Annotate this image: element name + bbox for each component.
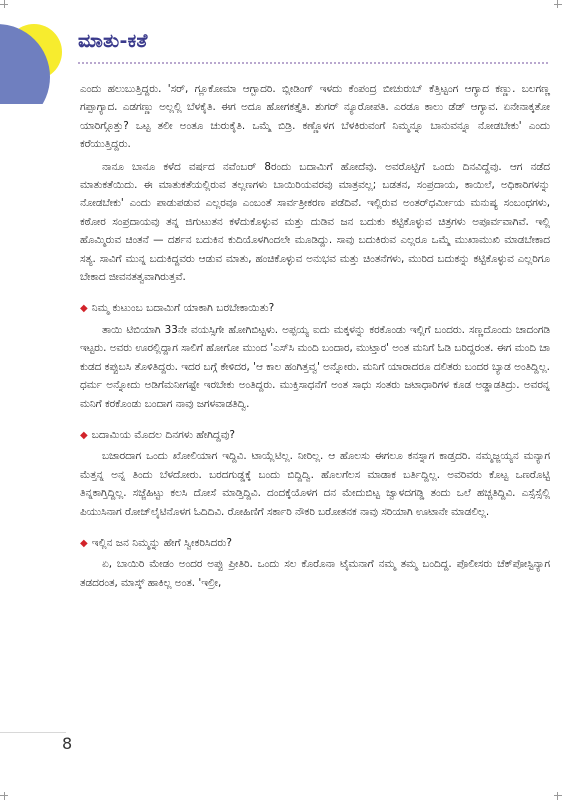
article-body bbox=[80, 80, 550, 592]
crop-mark bbox=[0, 4, 8, 5]
corner-decoration bbox=[0, 24, 62, 104]
answer-2: ಬಜಾರದಾಗ ಒಂದು ಖೋಲಿಯಾಗ ಇದ್ದಿವಿ. ಟಾಯ್ಲೆಟಿಲ್ಲ. ನೀರಿಲ್ಲ. ಆ ಹೊಲಸು ಈಗಲೂ ಕನಸ್ನಾಗ ಕಾಡ್ತದರಿ. ನಮ್ಮಜ್ಜಯ್ಯನ ಮನ್ಯಾಗ ಮೆತ್ತನ್ನ ಅನ್ನ ತಿಂದು ಬೆಳದೋರು. ಬರದಗುಡ್ಡಕ್ಕೆ ಬಂದು ಬಿದ್ದಿದ್ವಿ. ಹೊಲಗೆಲಸ ಮಾಡಾಕ ಬರ್ತಿದ್ದಿಲ್ಲ. ಅವರಿವರು ಕೊಟ್ಟ ಒಣರೊಟ್ಟಿ ತಿನ್ನಕಾಗ್ತಿದ್ದಿಲ್ಲ. ಸಜ್ಜೆಹಿಟ್ಟು ಕಲಸಿ ದೋಸೆ ಮಾಡ್ತಿದ್ದಿವಿ. ದಂದಕ್ಕೆಯೊಳಗ ದನ ಮೇದುಬಿಟ್ಟ ಜ್ವಾಳದಗಡ್ಡಿ ತಂದು ಒಲೆ ಹಚ್ಚತಿದ್ದಿವಿ. ಎಸ್ಸೆಸ್ಸೆಲ್ಲಿ ಪಿಯುಸಿನಾಗ ರೋಜ್‌ಲೈಟಿನೊಳಗ ಓದಿದಿವಿ. ರೋಹಿಣಿಗೆ ಸರ್ಕಾರಿ ನೌಕರಿ ಬರೋತನಕ ನಾವು ಸರಿಯಾಗಿ ಊಟಾನೇ ಮಾಡಲಿಲ್ಲ. bbox=[80, 450, 550, 518]
answer-1: ತಾಯಿ ಟಿಬಿಯಾಗಿ 33ನೇ ವಯಸ್ಸಿಗೇ ಹೋಗಿಬಿಟ್ಟಳು. ಅಪ್ಪಯ್ಯ ಐದು ಮಕ್ಕಳನ್ನು ಕರಕೊಂಡು ಇಲ್ಲಿಗೆ ಬಂದರು. ಸಣ್ಣದೊಂದು ಚಾದಂಗಡಿ ಇಟ್ಟರು. ಅವರು ಊರಲ್ಲಿದ್ದಾಗ ಸಾಲಿಗೆ ಹೋಗೋ ಮುಂದ 'ಎಸ್‌ಸಿ ಮಂದಿ ಬಂದಾರ, ಮುಟ್ತಾರ' ಅಂತ ಮನಿಗೆ ಓಡಿ ಬರಿದ್ದರಂತ. ಈಗ ಮಂದಿ ಚಾ ಕುಡದ ಕಪ್ಪುಬಸಿ ತೊಳಿತಿದ್ದರು. ಇದರ ಬಗ್ಗೆ ಕೇಳಿದರ, 'ಆ ಕಾಲ ಹಂಗಿತ್ತವ್ವ' ಅನ್ನೋರು. ಮನಿಗೆ ಯಾರಾದರೂ ದಲಿತರು ಬಂದರ ಬ್ಯಾಡ ಅಂತಿದ್ದಿಲ್ಲ. ಧರ್ಮ ಅನ್ನೋದು ಅಡಿಗೆಮನೀಗಷ್ಟೇ ಇರಬೇಕು ಅಂತಿದ್ದರು. ಮುಕ್ತಿಸಾಧನೆಗೆ ಅಂತ ಸಾಧು ಸಂತರು ಜಟಾಧಾರಿಗಳ ಕೂಡ ಅಡ್ಡಾಡತಿದ್ರು. ಅವರನ್ನ ಮನಿಗೆ ಕರಕೊಂಡು ಬಂದಾಗ ನಾವು ಜಗಳವಾಡತಿದ್ವಿ. bbox=[80, 323, 550, 410]
paragraph-2: ನಾನೂ ಬಾನೂ ಕಳೆದ ವರ್ಷದ ನವೆಂಬರ್ 8ರಂದು ಬದಾಮಿಗೆ ಹೋದೆವು. ಅವರೊಟ್ಟಿಗೆ ಒಂದು ದಿನವಿದ್ದೆವು. ಆಗ ನಡೆದ ಮಾತುಕತೆಯಿದು. ಈ ಮಾತುಕತೆಯಲ್ಲಿರುವ ತಲ್ಲಣಗಳು ಬಾಯಿರಿಯವರವು ಮಾತ್ರವಲ್ಲ; ಬಡತನ, ಸಂಪ್ರದಾಯ, ಕಾಯಿಲೆ, ಅಧಿಕಾರಿಗಳನ್ನು ನೋಡಬೇಕು' ಎಂದು ಪಾಡುಪಡುವ ಎಲ್ಲರವೂ ಎಂಬಂತೆ ಸಾರ್ವತ್ರೀಕರಣ ಪಡೆದಿವೆ. ಇಲ್ಲಿರುವ ಅಂತರ್‌ಧರ್ಮೀಯ ಮನುಷ್ಯ ಸಂಬಂಧಗಳು, ಕಠೋರ ಸಂಪ್ರದಾಯವು ತನ್ನ ಜಿಗುಟುತನ ಕಳೆದುಕೊಳ್ಳುವ ಮತ್ತು ದುಡಿವ ಜನ ಬದುಕು ಕಟ್ಟಿಕೊಳ್ಳುವ ಚಿತ್ರಗಳು ಅಪೂರ್ವವಾಗಿವೆ. ಇಲ್ಲಿ ಹೊಮ್ಮಿರುವ ಚಿಂತನೆ — ದರ್ಶನ ಬದುಕಿನ ಕುದಿಯೊಳಗಿಂದಲೇ ಮೂಡಿದ್ದು. ಸಾವು ಬದುಕಿರುವ ಎಲ್ಲರೂ ಒಮ್ಮೆ ಮುಖಾಮುಖಿ ಮಾಡಬೇಕಾದ ಸತ್ಯ. ಸಾವಿಗೆ ಮುನ್ನ ಬದುಕಿದ್ದವರು ಆಡುವ ಮಾತು, ಹಂಚಿಕೊಳ್ಳುವ ಅನುಭವ ಮತ್ತು ಚಿಂತನೆಗಳು, ಮುರಿದ ಬದುಕನ್ನು ಕಟ್ಟಿಕೊಳ್ಳುವ ಎಲ್ಲರಿಗೂ ಬೇಕಾದ ಜೀವನತತ್ವವಾಗಿರುತ್ತವೆ. bbox=[80, 160, 550, 284]
dotted-divider bbox=[78, 62, 548, 64]
diamond-bullet-icon: ◆ bbox=[80, 303, 88, 315]
crop-mark bbox=[4, 792, 5, 800]
crop-mark bbox=[554, 795, 562, 796]
diamond-bullet-icon: ◆ bbox=[80, 429, 88, 441]
footer-rule bbox=[0, 732, 66, 733]
question-1 bbox=[80, 299, 550, 318]
crop-mark bbox=[554, 4, 562, 5]
section-title: ಮಾತು-ಕತೆ bbox=[78, 30, 148, 52]
crop-mark bbox=[0, 795, 8, 796]
crop-mark bbox=[557, 792, 558, 800]
page-number: 8 bbox=[62, 734, 73, 753]
question-3-text: ಇಲ್ಲಿನ ಜನ ನಿಮ್ಮನ್ನು ಹೇಗೆ ಸ್ವೀಕರಿಸಿದರು? bbox=[91, 536, 233, 549]
question-1-text: ನಿಮ್ಮ ಕುಟುಂಬ ಬದಾಮಿಗೆ ಯಾಕಾಗಿ ಬರಬೇಕಾಯಿತು? bbox=[91, 302, 275, 315]
paragraph-1: ಎಂದು ಹಲುಬುತ್ತಿದ್ದರು. 'ಸರ್, ಗ್ಲೂಕೋಮಾ ಆಗ್ಬಾದರಿ. ಬ್ಲೀಡಿಂಗ್ ಇಳದು ಕೆಂಪಂದ್ರ ಬೀಚುರುಬ್ ಕೆತ್ತಿಟ್ಟಂಗ ಆಗ್ಯಾದ ಕಣ್ಣು. ಬಲಗಣ್ಣ ಗಪ್ಪಾಗ್ಯಾದ. ಎಡಗಣ್ಣು ಅಲ್ಲಲ್ಲಿ ಬೆಳಕೈತಿ. ಈಗ ಅದೂ ಹೋಗಕತ್ತೈತಿ. ಶುಗರ್ ನ್ಯೂರೋಪತಿ. ಎರಡೂ ಕಾಲು ಡೆಡ್ ಆಗ್ಯಾವ. ಏನೇನಾಕ್ಕತೋ ಯಾರಿಗ್ಗೊತ್ತು? ಒಟ್ಟ ತಲೀ ಅಂತೂ ಚುರುಕೈತಿ. ಒಮ್ಮೆ ಬಿಡ್ರಿ. ಕಣ್ಣೊಳಗ ಬೆಳಕಿರುವಂಗೆ ನಿಮ್ಮನ್ನೂ ಬಾನುವನ್ನೂ ನೋಡಬೇಕು' ಎಂದು ಕರೆಯುತ್ತಿದ್ದರು. bbox=[80, 83, 550, 151]
question-2 bbox=[80, 426, 550, 445]
diamond-bullet-icon: ◆ bbox=[80, 537, 88, 549]
question-3 bbox=[80, 534, 550, 553]
answer-3: ಏ, ಬಾಯಿರಿ ಮೇಡಂ ಅಂದರ ಅಪ್ಪು ಪ್ರೀತಿರಿ. ಒಂದು ಸಲ ಕೊರೊನಾ ಟೈಮನಾಗೆ ನಮ್ಮ ತಮ್ಮ ಬಂದಿದ್ದ. ಪೊಲೀಸರು ಚೆಕ್‌ಪೋಸ್ಟಿನ್ಯಾಗ ತಡದರಂತ, ಮಾಸ್ಕ್ ಹಾಕಿಲ್ಲ ಅಂತ. 'ಇಲ್ರೀ, bbox=[80, 558, 550, 589]
question-2-text: ಬದಾಮಿಯ ಮೊದಲ ದಿನಗಳು ಹೇಗಿದ್ದವು? bbox=[91, 428, 235, 441]
